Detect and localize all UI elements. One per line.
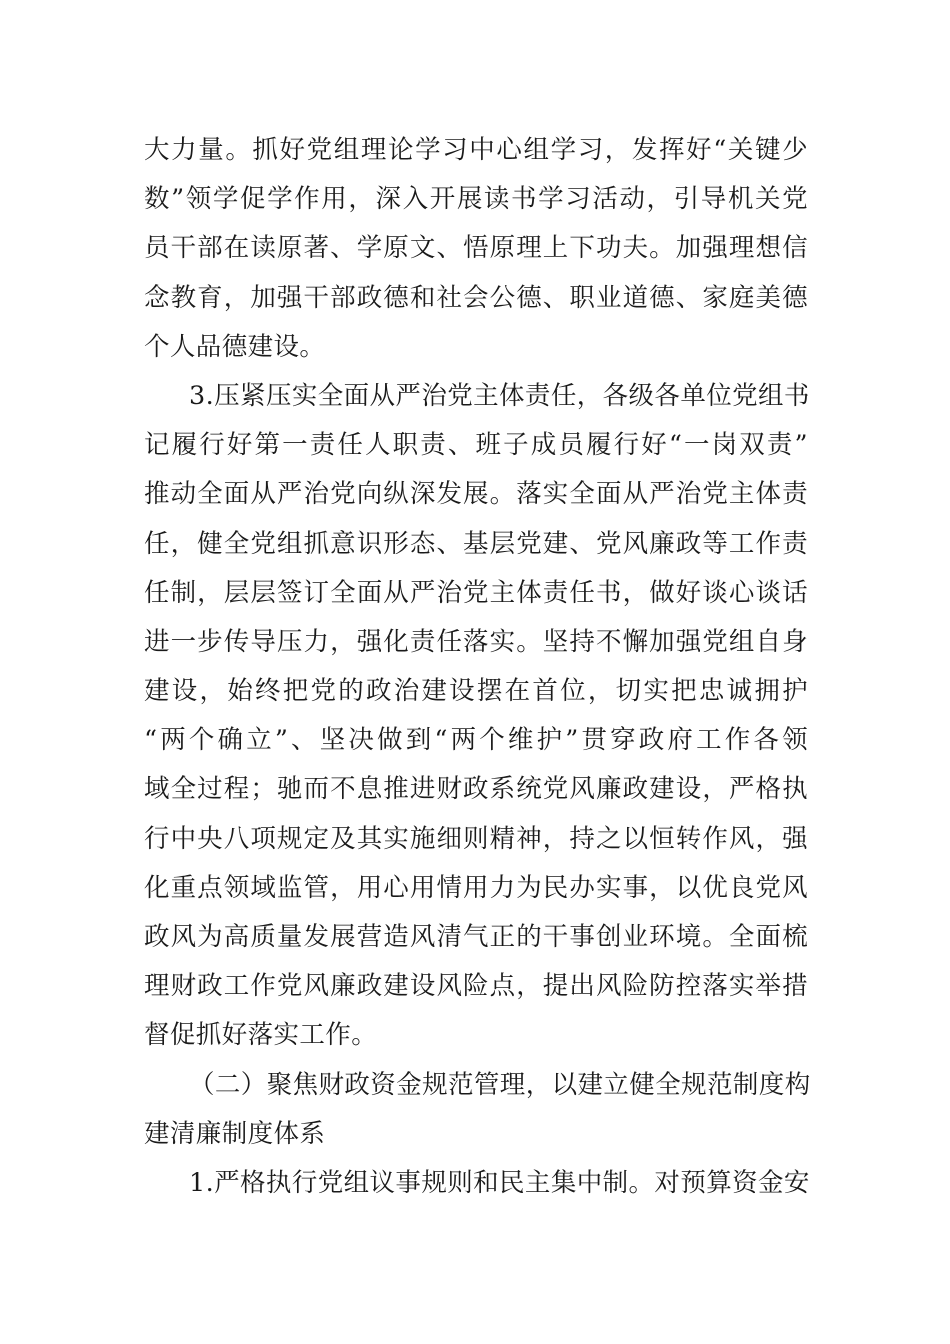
- text-line-5: 个人品德建设。: [144, 331, 326, 362]
- text-line-17: 政风为高质量发展营造风清气正的干事创业环境。全面梳: [144, 922, 808, 952]
- text-line-12: 建设，始终把党的政治建设摆在首位，切实把忠诚拥护: [144, 676, 808, 707]
- text-line-3: 员干部在读原著、学原文、悟原理上下功夫。加强理想信: [144, 233, 808, 264]
- text-line-18: 理财政工作党风廉政建设风险点，提出风险防控落实举措: [144, 971, 808, 1002]
- text-line-1: 大力量。抓好党组理论学习中心组学习，发挥好“关键少: [144, 135, 808, 165]
- section-heading-line-2: 建清廉制度体系: [144, 1118, 326, 1149]
- text-line-13: “两个确立”、坚决做到“两个维护”贯穿政府工作各领: [144, 725, 808, 756]
- text-line-19: 督促抓好落实工作。: [144, 1020, 378, 1051]
- text-line-15: 行中央八项规定及其实施细则精神，持之以恒转作风，强: [144, 823, 808, 854]
- text-line-10: 任制，层层签订全面从严治党主体责任书，做好谈心谈话: [144, 577, 808, 608]
- text-line-4: 念教育，加强干部政德和社会公德、职业道德、家庭美德: [144, 282, 808, 313]
- text-line-22: 1.严格执行党组议事规则和民主集中制。对预算资金安: [189, 1167, 810, 1198]
- text-line-9: 任，健全党组抓意识形态、基层党建、党风廉政等工作责: [144, 528, 808, 559]
- text-line-14: 域全过程；驰而不息推进财政系统党风廉政建设，严格执: [144, 774, 808, 805]
- text-line-16: 化重点领域监管，用心用情用力为民办实事，以优良党风: [144, 872, 808, 903]
- text-line-6: 3.压紧压实全面从严治党主体责任，各级各单位党组书: [189, 380, 810, 411]
- text-line-8: 推动全面从严治党向纵深发展。落实全面从严治党主体责: [144, 479, 808, 510]
- text-line-2: 数”领学促学作用，深入开展读书学习活动，引导机关党: [144, 184, 808, 215]
- text-line-11: 进一步传导压力，强化责任落实。坚持不懈加强党组自身: [144, 626, 808, 657]
- body-text: [144, 126, 811, 1208]
- section-heading-line-1: （二）聚焦财政资金规范管理，以建立健全规范制度构: [189, 1069, 811, 1100]
- text-line-7: 记履行好第一责任人职责、班子成员履行好“一岗双责”: [144, 430, 808, 461]
